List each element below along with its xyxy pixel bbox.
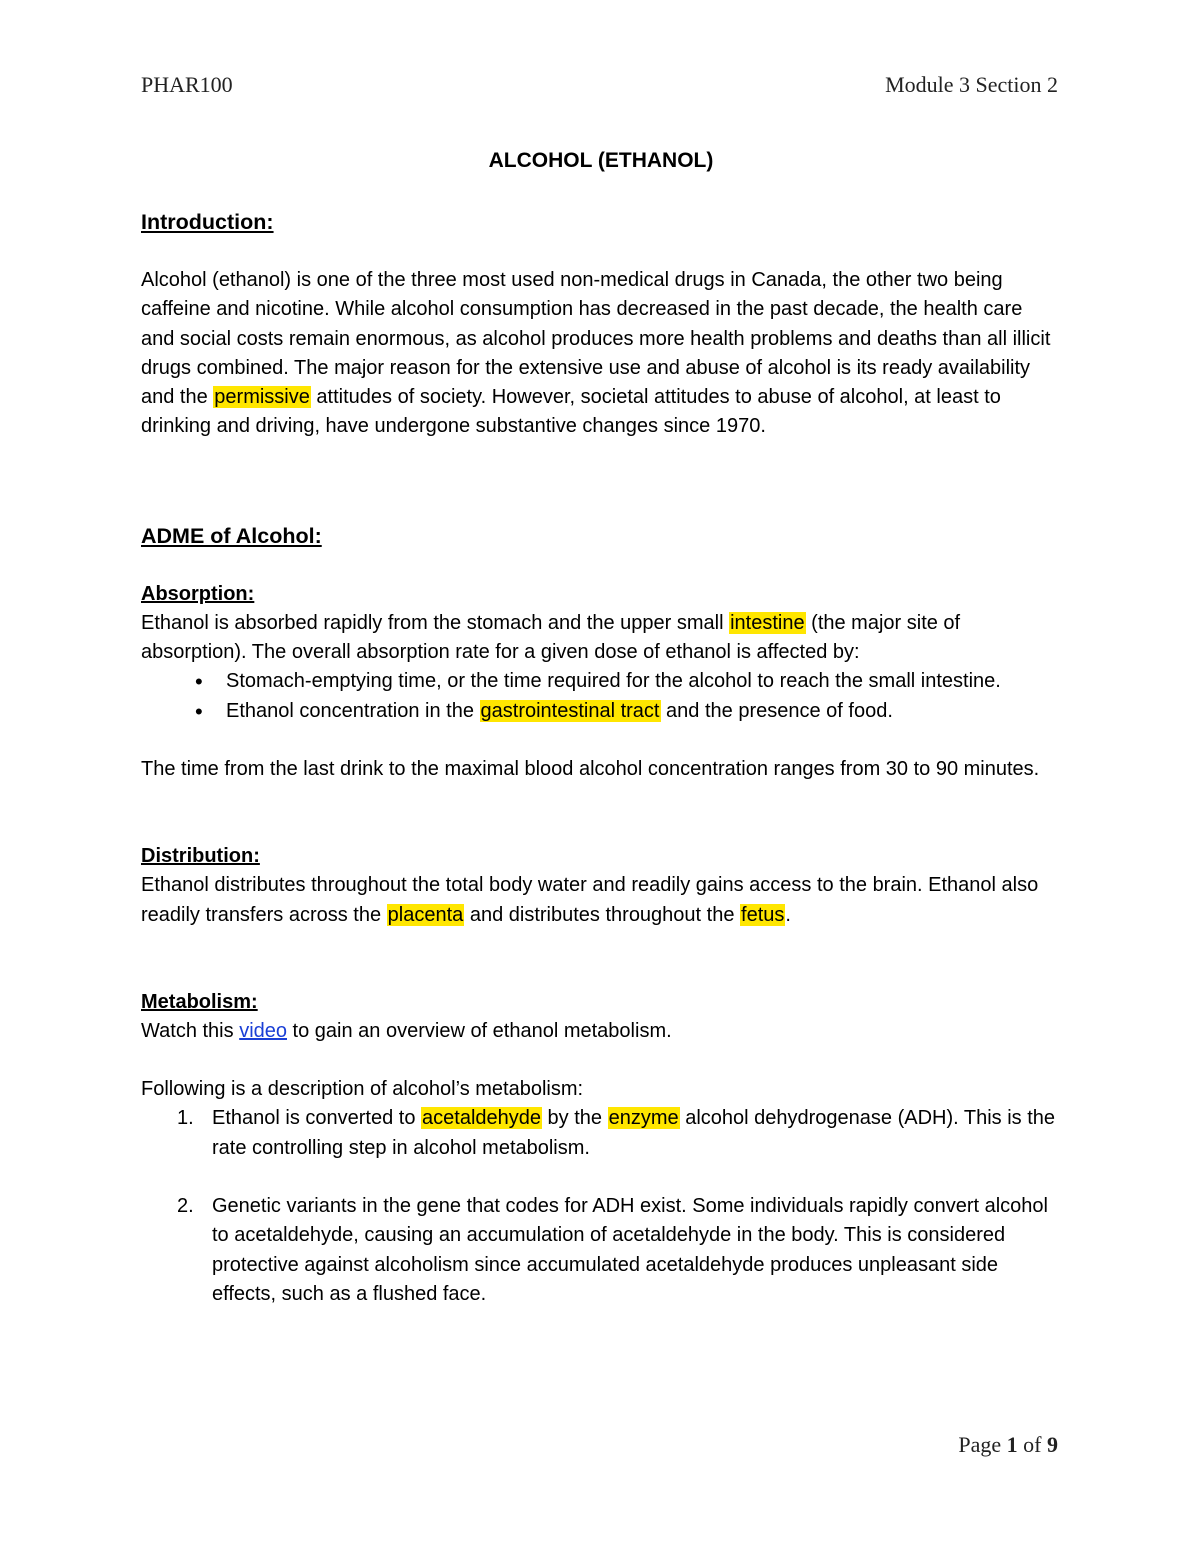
page-number: Page 1 of 9: [958, 1432, 1058, 1457]
absorption-factors-list: [141, 667, 1061, 726]
video-link[interactable]: video: [239, 1019, 287, 1042]
list-item: 1. Ethanol is converted to acetaldehyde by the enzyme alcohol dehydrogenase (ADH). This is the rate controlling step in alcohol metabolism.: [177, 1107, 1056, 1159]
introduction-heading: Introduction:: [141, 210, 274, 234]
header-module-section: Module 3 Section 2: [885, 72, 1058, 97]
highlight-gastrointestinal-tract: gastrointestinal tract: [480, 699, 660, 722]
list-item: • Ethanol concentration in the gastrointestinal tract and the presence of food.: [141, 697, 1061, 726]
distribution-heading: Distribution:: [141, 845, 260, 868]
document-body: [141, 146, 1061, 1309]
adme-heading: ADME of Alcohol:: [141, 523, 322, 548]
highlight-enzyme: enzyme: [608, 1107, 679, 1130]
list-item: • Stomach-emptying time, or the time required for the alcohol to reach the small intestine.: [141, 667, 1061, 696]
document-title: ALCOHOL (ETHANOL): [488, 149, 714, 172]
introduction-paragraph: Alcohol (ethanol) is one of the three most used non-medical drugs in Canada, the other two being caffeine and nicotine. While alcohol consumption has decreased in the past decade, the health care and social costs remain enormous, as alcohol produces more health problems and deaths than all illicit drugs combined. The major reason for the extensive use and abuse of alcohol is its ready availability and the permissive attitudes of society. However, societal attitudes to abuse of alcohol, at least to drinking and driving, have undergone substantive changes since 1970.: [141, 269, 1051, 438]
header-course-code: PHAR100: [141, 72, 233, 97]
peak-concentration-paragraph: The time from the last drink to the maximal blood alcohol concentration ranges from 30 to 90 minutes.: [141, 757, 1040, 780]
absorption-heading: Absorption:: [141, 582, 255, 605]
highlight-permissive: permissive: [214, 386, 310, 409]
absorption-paragraph: Ethanol is absorbed rapidly from the stomach and the upper small intestine (the major site of absorption). The overall absorption rate for a given dose of ethanol is affected by:: [141, 611, 961, 664]
highlight-fetus: fetus: [741, 903, 785, 926]
highlight-placenta: placenta: [387, 903, 464, 926]
metabolism-heading: Metabolism:: [141, 990, 258, 1013]
metabolism-intro-paragraph: Following is a description of alcohol’s metabolism:: [141, 1078, 584, 1101]
distribution-paragraph: Ethanol distributes throughout the total body water and readily gains access to the brain. Ethanol also readily transfers across the placenta and distributes throughout the fetus.: [141, 874, 1039, 926]
video-paragraph: Watch this video to gain an overview of ethanol metabolism.: [141, 1019, 672, 1042]
list-item: 2. Genetic variants in the gene that codes for ADH exist. Some individuals rapidly convert alcohol to acetaldehyde, causing an accumulation of acetaldehyde in the body. This is considered protective against alcoholism since accumulated acetaldehyde produces unpleasant side effects, such as a flushed face.: [177, 1195, 1048, 1305]
highlight-acetaldehyde: acetaldehyde: [422, 1107, 541, 1130]
highlight-intestine: intestine: [730, 611, 805, 634]
metabolism-steps-list: [141, 1104, 1061, 1309]
